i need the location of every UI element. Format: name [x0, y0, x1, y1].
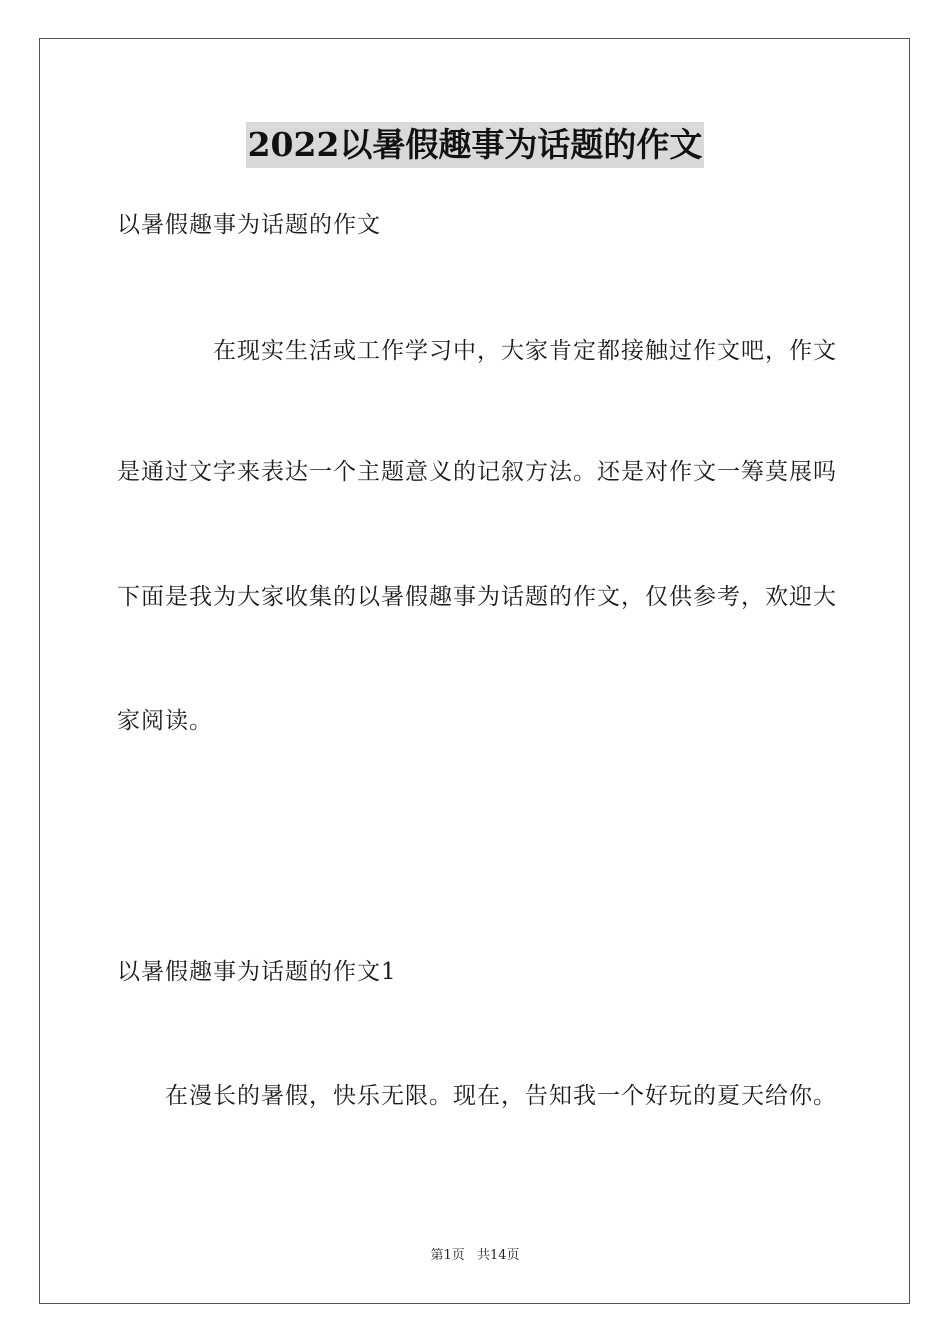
title-container — [0, 122, 950, 168]
intro-line-3: 下面是我为大家收集的以暑假趣事为话题的作文，仅供参考，欢迎大 — [117, 584, 837, 610]
intro-line-1: 在现实生活或工作学习中，大家肯定都接触过作文吧，作文 — [213, 338, 837, 364]
section-heading: 以暑假趣事为话题的作文1 — [117, 959, 397, 985]
page-number: 第1页 — [430, 1248, 465, 1263]
page-total: 共14页 — [476, 1248, 520, 1263]
intro-line-4: 家阅读。 — [117, 708, 213, 734]
intro-line-2: 是通过文字来表达一个主题意义的记叙方法。还是对作文一筹莫展吗 — [117, 459, 837, 485]
document-subtitle: 以暑假趣事为话题的作文 — [117, 212, 381, 238]
section-paragraph-line-1: 在漫长的暑假，快乐无限。现在，告知我一个好玩的夏天给你。 — [165, 1083, 837, 1109]
document-title: 2022以暑假趣事为话题的作文 — [246, 122, 705, 168]
page-footer — [0, 1247, 950, 1265]
